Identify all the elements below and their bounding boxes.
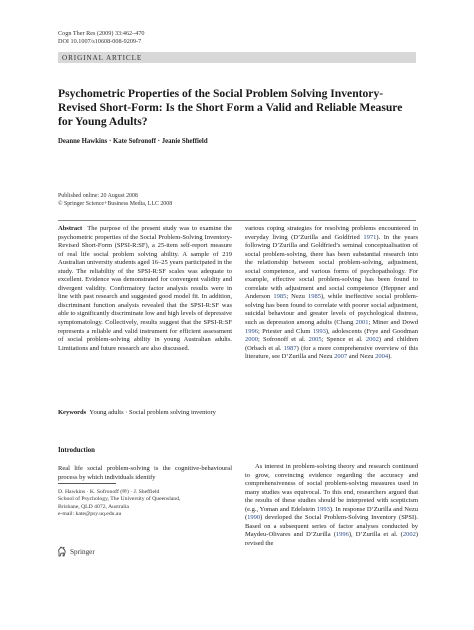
- body-text: ) (for a more comprehensive overview of this literature, see D’Zurilla and Nezu: [245, 344, 418, 361]
- citation-link[interactable]: 2002: [402, 531, 416, 539]
- right-paragraph-1: [245, 225, 418, 362]
- abstract-text: The purpose of the present study was to examine the psychometric properties of the Social Problem-Solving Inventory-Revised Short-Form (SPSI-R:SF), a 25-item self-report measure of real life social problem solving ability. A sample of 219 Australian university students aged 16–25 years participated in the study. The reliability of the SPSI-R:SF scales was adequate to excellent. Evidence was demonstrated for convergent validity and divergent validity. Confirmatory factor analysis results were in line with past research and suggested good model fit. In addition, discriminant function analysis revealed that the SPSI-R:SF was able to significantly discriminate low and high levels of depressive symptomatology. Collectively, results suggest that the SPSI-R:SF represents a reliable and valid instrument for efficient assessment of social problem-solving ability in young Australian adults. Limitations and future research are also discussed.: [58, 225, 233, 352]
- body-text: ; Priester and Clum: [258, 327, 313, 335]
- abstract: [58, 225, 232, 353]
- keywords-label: Keywords: [58, 409, 87, 416]
- publisher-name: Springer: [70, 547, 95, 556]
- author-list: Deanne Hawkins · Kate Sofronoff · Jeanie Sheffield: [58, 138, 208, 145]
- footnote-address: Brisbane, QLD 4072, Australia: [58, 503, 129, 510]
- citation-link[interactable]: 1985: [273, 293, 287, 301]
- publisher-logo: [57, 546, 95, 557]
- body-text: various coping strategies for resolving problems encountered in everyday living (D’Zurilla and Goldfried: [245, 225, 418, 241]
- citation-link[interactable]: 1993: [316, 505, 330, 513]
- body-text: and Nezu: [347, 353, 376, 361]
- body-text: ) developed the Social Problem-Solving Inventory (SPSI). Based on a subsequent series of factor analyses conducted by Maydeu-Olivares and D’Zurilla (: [245, 514, 418, 539]
- footnote-authors: D. Hawkins · K. Sofronoff (✉) · J. Sheffield: [58, 489, 160, 495]
- citation-link[interactable]: 1987: [283, 344, 297, 352]
- body-text: ; Nezu: [286, 293, 308, 301]
- body-text: As interest in problem-solving theory and research continued to grow, convincing evidence regarding the accuracy and comprehensiveness of social problem-solving measures used in many studies was equivocal. To this end, researchers argued that the results of these studies should be interpreted with scepticism (e.g., Yoman and Edelstein: [245, 463, 418, 513]
- keywords-text: Young adults · Social problem solving inventory: [89, 409, 216, 416]
- body-text: ; Sofronoff et al.: [258, 336, 309, 344]
- springer-horse-icon: [57, 546, 67, 557]
- header-divider: [58, 220, 416, 221]
- body-text: ).: [388, 353, 392, 361]
- body-text: ; Miner and Dowd: [368, 319, 418, 327]
- body-text: ), D’Zurilla et al. (: [348, 531, 403, 539]
- body-text: ), while ineffective social problem-solving has been found to correlate with poorer social adjustment, suicidal behaviour and greater levels of psychological distress, such as depression among adults (Chang: [245, 293, 418, 327]
- body-text: ), adolescents (Frye and Goodman: [325, 327, 418, 335]
- introduction-text: Real life social problem-solving is the cognitive-behavioural process by which individuals identify: [58, 465, 232, 481]
- copyright: © Springer Science+Business Media, LLC 2008: [58, 201, 173, 208]
- body-text: ). In the years following D’Zurilla and Goldfried’s seminal conceptualisation of social problem-solving, there has been substantial research into the relationship between social problem-solving, adjustment, social competence, and various forms of psychopathology. For example, effective social problem-solving has been found to correlate with adjustment and social competence (Heppner and Anderson: [245, 233, 418, 301]
- abstract-label: Abstract: [58, 225, 83, 232]
- body-text: ). In response D’Zurilla and Nezu (: [245, 505, 418, 522]
- footnote-divider: [58, 483, 116, 484]
- citation-link[interactable]: 1971: [363, 233, 377, 241]
- body-text: ; Spence et al.: [321, 336, 366, 344]
- citation-link[interactable]: 1993: [312, 327, 326, 335]
- citation-link[interactable]: 1996: [335, 531, 349, 539]
- citation-link[interactable]: 1990: [247, 514, 261, 522]
- doi: DOI 10.1007/s10608-008-9209-7: [58, 38, 142, 45]
- citation-link[interactable]: 1996: [245, 327, 258, 335]
- body-text: ) and children (Orbach et al.: [245, 336, 418, 352]
- citation-link[interactable]: 2005: [308, 336, 322, 344]
- citation-link[interactable]: 2004: [375, 353, 389, 361]
- right-paragraph-2: [245, 463, 418, 548]
- author-footnote: [58, 489, 232, 519]
- footnote-email: e-mail: kate@psy.uq.edu.au: [58, 511, 122, 518]
- publication-info: [58, 192, 172, 208]
- body-text: ) revised the: [245, 531, 418, 547]
- citation-link[interactable]: 2001: [355, 319, 369, 327]
- journal-header: [58, 30, 145, 46]
- citation-link[interactable]: 1985: [307, 293, 321, 301]
- citation-link[interactable]: 2007: [334, 353, 348, 361]
- introduction-heading: Introduction: [58, 447, 95, 454]
- journal-citation: Cogn Ther Res (2009) 33:462–470: [58, 30, 145, 37]
- article-type-label: ORIGINAL ARTICLE: [62, 54, 143, 62]
- published-online: Published online: 20 August 2008: [58, 193, 138, 199]
- footnote-affiliation: School of Psychology, The University of Queensland,: [58, 496, 181, 503]
- keywords: [58, 409, 232, 418]
- citation-link[interactable]: 2000: [245, 336, 258, 344]
- citation-link[interactable]: 2002: [365, 336, 379, 344]
- paper-title: Psychometric Properties of the Social Problem Solving Inventory-Revised Short-Form: Is the Short Form a Valid and Reliable Measure for Young Adults?: [58, 87, 403, 128]
